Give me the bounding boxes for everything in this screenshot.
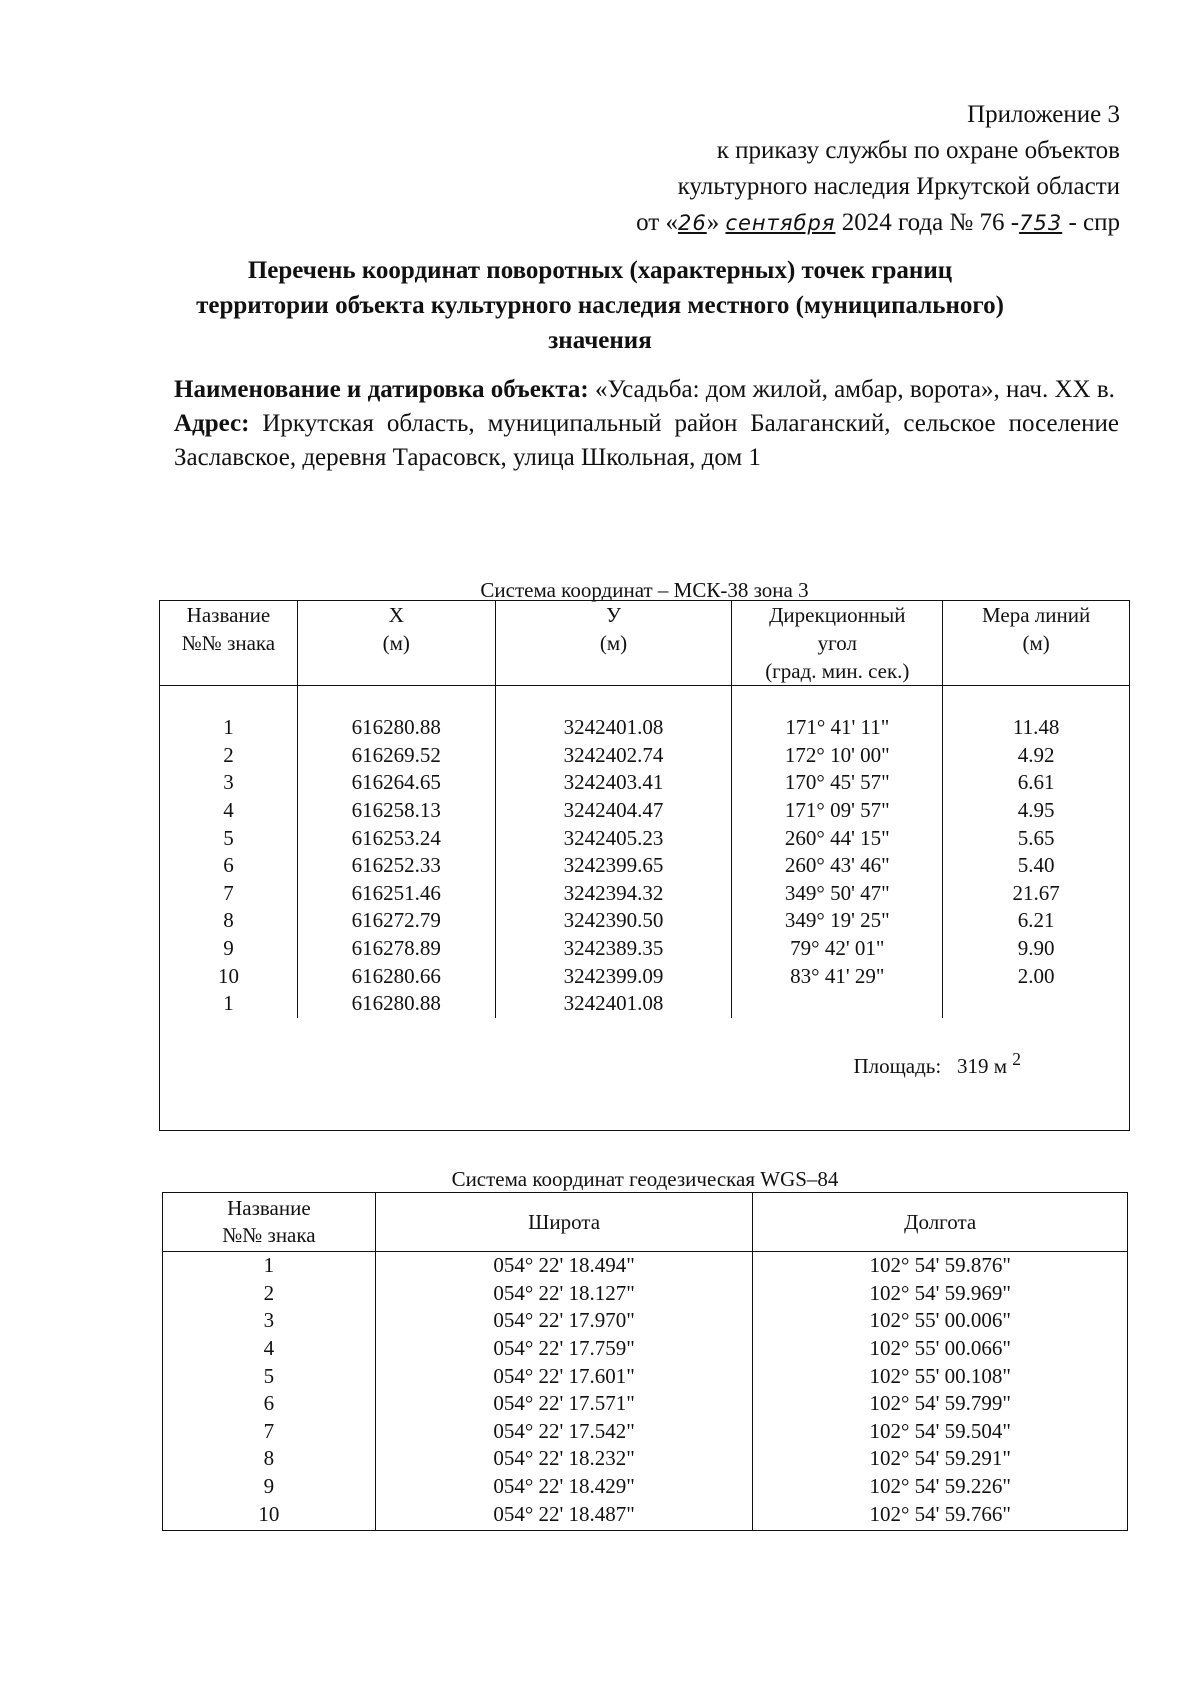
latitude: 054° 22' 18.487" <box>375 1500 753 1530</box>
x-value: 616278.89 <box>297 935 495 963</box>
table-row <box>160 990 1130 1018</box>
latitude: 054° 22' 18.429" <box>375 1473 753 1501</box>
table-row <box>163 1390 1128 1418</box>
x-value: 616264.65 <box>297 769 495 797</box>
area-label: Площадь: <box>853 1053 942 1078</box>
msk-table-caption: Система координат – МСК-38 зона 3 <box>480 578 809 602</box>
point-number: 4 <box>263 1336 275 1361</box>
latitude: 054° 22' 17.759" <box>375 1335 753 1363</box>
table-row <box>160 769 1130 797</box>
y-value: 3242402.74 <box>495 742 732 770</box>
date-mid: » <box>706 209 726 236</box>
area-value: 319 м <box>956 1053 1007 1078</box>
x-value: 616258.13 <box>297 797 495 825</box>
y-value: 3242401.08 <box>495 686 732 742</box>
x-value: 616272.79 <box>297 907 495 935</box>
msk-header-x: Х (м) <box>297 601 495 686</box>
latitude: 054° 22' 18.494" <box>375 1252 753 1280</box>
msk-header-length: Мера линий (м) <box>943 601 1130 686</box>
title-line-1: Перечень координат поворотных (характерных) точек границ <box>247 257 953 284</box>
table-row <box>160 880 1130 908</box>
latitude: 054° 22' 17.970" <box>375 1307 753 1335</box>
direction-angle: 79° 42' 01" <box>732 935 943 963</box>
point-number: 7 <box>263 1418 275 1443</box>
object-info <box>174 373 1119 475</box>
direction-angle: 349° 19' 25" <box>732 907 943 935</box>
direction-angle <box>732 990 943 1018</box>
date-prefix: от « <box>636 209 678 236</box>
y-value: 3242399.09 <box>495 962 732 990</box>
longitude: 102° 54' 59.969" <box>753 1280 1128 1308</box>
direction-angle: 170° 45' 57" <box>732 769 943 797</box>
x-value: 616269.52 <box>297 742 495 770</box>
msk-coordinates-table <box>159 600 1130 1131</box>
table-row <box>163 1445 1128 1473</box>
area-row <box>160 1018 1130 1131</box>
longitude: 102° 55' 00.066" <box>753 1335 1128 1363</box>
line-length: 9.90 <box>943 935 1130 963</box>
wgs-table-body <box>163 1252 1128 1531</box>
annex-line-1: Приложение 3 <box>967 101 1120 128</box>
point-number: 3 <box>263 1308 275 1333</box>
handwritten-order-number: 753 <box>1019 211 1063 235</box>
table-row <box>163 1473 1128 1501</box>
latitude: 054° 22' 18.232" <box>375 1445 753 1473</box>
title-line-2: территории объекта культурного наследия местного (муниципального) <box>196 292 1004 319</box>
table-row <box>160 852 1130 880</box>
longitude: 102° 55' 00.108" <box>753 1362 1128 1390</box>
line-length <box>943 990 1130 1018</box>
table-row <box>160 797 1130 825</box>
longitude: 102° 54' 59.226" <box>753 1473 1128 1501</box>
point-number: 6 <box>223 853 234 878</box>
msk-header-angle: Дирекционный угол (град. мин. сек.) <box>732 601 943 686</box>
y-value: 3242401.08 <box>495 990 732 1018</box>
point-number: 1 <box>223 991 234 1016</box>
line-length: 4.95 <box>943 797 1130 825</box>
annex-line-3: культурного наследия Иркутской области <box>677 173 1120 200</box>
y-value: 3242394.32 <box>495 880 732 908</box>
point-number: 6 <box>263 1391 275 1416</box>
y-value: 3242404.47 <box>495 797 732 825</box>
y-value: 3242390.50 <box>495 907 732 935</box>
x-value: 616280.88 <box>297 686 495 742</box>
msk-header-y: У (м) <box>495 601 732 686</box>
table-row <box>163 1280 1128 1308</box>
latitude: 054° 22' 17.571" <box>375 1390 753 1418</box>
point-number: 7 <box>223 880 234 905</box>
y-value: 3242405.23 <box>495 824 732 852</box>
point-number: 2 <box>223 742 234 767</box>
line-length: 21.67 <box>943 880 1130 908</box>
annex-line-2: к приказу службы по охране объектов <box>716 137 1120 164</box>
area-cell <box>160 1018 1130 1131</box>
latitude: 054° 22' 17.601" <box>375 1362 753 1390</box>
point-number: 9 <box>263 1474 275 1499</box>
line-length: 6.21 <box>943 907 1130 935</box>
line-length: 2.00 <box>943 962 1130 990</box>
x-value: 616280.66 <box>297 962 495 990</box>
direction-angle: 171° 41' 11" <box>732 686 943 742</box>
longitude: 102° 54' 59.766" <box>753 1500 1128 1530</box>
line-length: 4.92 <box>943 742 1130 770</box>
line-length: 11.48 <box>943 686 1130 742</box>
handwritten-day: 26 <box>677 211 707 235</box>
table-row <box>160 935 1130 963</box>
year-text: 2024 года № 76 - <box>835 209 1020 236</box>
latitude: 054° 22' 17.542" <box>375 1418 753 1446</box>
table-row <box>160 907 1130 935</box>
table-row <box>160 686 1130 742</box>
y-value: 3242403.41 <box>495 769 732 797</box>
point-number: 10 <box>258 1501 280 1526</box>
wgs-header-point: Название №№ знака <box>163 1193 376 1252</box>
x-value: 616280.88 <box>297 990 495 1018</box>
wgs-table-caption: Система координат геодезическая WGS–84 <box>451 1167 839 1191</box>
object-address-label: Адрес: <box>174 410 250 437</box>
point-number: 2 <box>263 1280 275 1305</box>
title-line-3: значения <box>548 327 652 354</box>
wgs-header-longitude: Долгота <box>753 1193 1128 1252</box>
handwritten-month: сентября <box>725 211 836 235</box>
wgs-header-latitude: Широта <box>375 1193 753 1252</box>
msk-header-row <box>160 601 1130 686</box>
point-number: 5 <box>263 1363 275 1388</box>
line-length: 5.40 <box>943 852 1130 880</box>
point-number: 8 <box>263 1446 275 1471</box>
table-row <box>163 1500 1128 1530</box>
latitude: 054° 22' 18.127" <box>375 1280 753 1308</box>
msk-header-point: Название №№ знака <box>160 601 298 686</box>
direction-angle: 349° 50' 47" <box>732 880 943 908</box>
y-value: 3242389.35 <box>495 935 732 963</box>
line-length: 6.61 <box>943 769 1130 797</box>
table-row <box>160 742 1130 770</box>
x-value: 616252.33 <box>297 852 495 880</box>
direction-angle: 171° 09' 57" <box>732 797 943 825</box>
annex-header <box>636 97 1120 241</box>
x-value: 616253.24 <box>297 824 495 852</box>
point-number: 3 <box>223 770 234 795</box>
object-name-label: Наименование и датировка объекта: <box>174 376 589 403</box>
table-row <box>160 962 1130 990</box>
longitude: 102° 54' 59.876" <box>753 1252 1128 1280</box>
point-number: 5 <box>223 825 234 850</box>
table-row <box>163 1307 1128 1335</box>
direction-angle: 172° 10' 00" <box>732 742 943 770</box>
document-title <box>100 253 1100 358</box>
table-row <box>163 1362 1128 1390</box>
table-row <box>160 824 1130 852</box>
object-name-value: «Усадьба: дом жилой, амбар, ворота», нач. XX в. <box>588 376 1115 403</box>
point-number: 9 <box>223 936 234 961</box>
longitude: 102° 54' 59.291" <box>753 1445 1128 1473</box>
point-number: 4 <box>223 798 234 823</box>
order-suffix: - спр <box>1062 209 1120 236</box>
table-row <box>163 1418 1128 1446</box>
area-unit-superscript: 2 <box>1012 1048 1021 1069</box>
point-number: 1 <box>263 1253 275 1278</box>
point-number: 1 <box>223 715 234 740</box>
x-value: 616251.46 <box>297 880 495 908</box>
object-address <box>174 407 1119 475</box>
line-length: 5.65 <box>943 824 1130 852</box>
direction-angle: 260° 43' 46" <box>732 852 943 880</box>
y-value: 3242399.65 <box>495 852 732 880</box>
table-row <box>163 1335 1128 1363</box>
wgs-coordinates-table <box>162 1192 1128 1531</box>
direction-angle: 83° 41' 29" <box>732 962 943 990</box>
table-row <box>163 1252 1128 1280</box>
point-number: 10 <box>217 963 239 988</box>
msk-table-body <box>160 686 1130 1018</box>
point-number: 8 <box>223 908 234 933</box>
object-address-value: Иркутская область, муниципальный район Балаганский, сельское поселение Заславское, деревня Тарасовск, улица Школьная, дом 1 <box>174 410 1119 471</box>
longitude: 102° 54' 59.799" <box>753 1390 1128 1418</box>
annex-order-line <box>636 205 1120 241</box>
longitude: 102° 54' 59.504" <box>753 1418 1128 1446</box>
direction-angle: 260° 44' 15" <box>732 824 943 852</box>
object-name <box>174 373 1119 407</box>
wgs-header-row <box>163 1193 1128 1252</box>
longitude: 102° 55' 00.006" <box>753 1307 1128 1335</box>
